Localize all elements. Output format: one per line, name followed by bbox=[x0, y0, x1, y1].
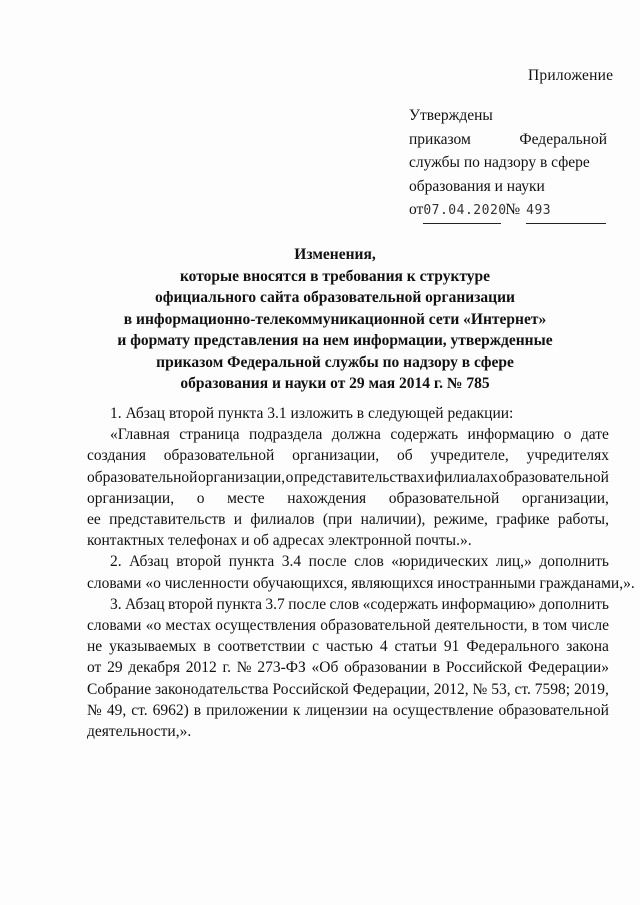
body-word: декабря bbox=[128, 659, 181, 677]
body-line bbox=[87, 679, 609, 700]
body-word: после bbox=[308, 553, 347, 571]
body-word: содержать bbox=[390, 426, 459, 444]
body-word: местах bbox=[165, 617, 211, 635]
approval-line-2-left: приказом bbox=[409, 130, 471, 148]
body-word: Российской bbox=[445, 659, 523, 677]
body-line: контактных телефонах и об адресах электронной почты.». bbox=[87, 532, 472, 550]
body-word: слов bbox=[354, 553, 384, 571]
approval-line-2-right: Федеральной bbox=[519, 130, 607, 148]
body-word: образовательной bbox=[87, 468, 198, 486]
body-word: должна bbox=[331, 426, 381, 444]
body-word: образовательной bbox=[498, 701, 609, 719]
body-line: словами «о численности обучающихся, являющихся иностранными гражданами,». bbox=[87, 574, 635, 592]
order-date: 07.04.2020 bbox=[423, 199, 501, 224]
body-word: том bbox=[543, 617, 568, 635]
body-line bbox=[87, 467, 609, 488]
body-word: 29 bbox=[107, 659, 123, 677]
body-word: «содержать bbox=[362, 595, 439, 613]
document-body bbox=[87, 403, 635, 742]
body-word: филиалах bbox=[434, 468, 498, 486]
body-word: о bbox=[196, 489, 205, 507]
body-line bbox=[87, 488, 609, 509]
body-word: организации, bbox=[87, 489, 175, 507]
body-word: в bbox=[203, 638, 211, 656]
body-word: с bbox=[312, 638, 319, 656]
body-line bbox=[87, 700, 609, 721]
approval-line-1: Утверждены bbox=[409, 107, 493, 124]
body-word: о bbox=[563, 426, 572, 444]
body-word: организации, bbox=[521, 489, 609, 507]
body-word: 6962) bbox=[152, 701, 189, 719]
body-word: месте bbox=[227, 489, 265, 507]
body-line bbox=[87, 509, 609, 530]
body-word: работы, bbox=[557, 511, 609, 529]
body-word: от bbox=[87, 659, 102, 677]
body-word: осуществления bbox=[215, 617, 317, 635]
body-word: на bbox=[372, 701, 388, 719]
body-word: после bbox=[288, 595, 327, 613]
body-word: лиц,» bbox=[495, 553, 532, 571]
body-word: Федерального bbox=[466, 638, 560, 656]
body-word: пункта bbox=[228, 553, 275, 571]
body-word: второй bbox=[176, 553, 222, 571]
body-word: № bbox=[236, 659, 252, 677]
body-word: 2019, bbox=[574, 680, 609, 698]
body-word: второй bbox=[168, 595, 214, 613]
body-word: страница bbox=[179, 426, 240, 444]
approval-line-3: службы по надзору в сфере bbox=[409, 154, 590, 171]
body-word: дополнить bbox=[539, 595, 609, 613]
heading-line: официального сайта образовательной организации bbox=[155, 289, 515, 306]
body-word: информацию bbox=[467, 426, 555, 444]
body-word: к bbox=[292, 701, 301, 719]
body-word: дате bbox=[580, 426, 609, 444]
order-reference bbox=[409, 198, 607, 224]
body-word: 7598; bbox=[534, 680, 571, 698]
heading-line: которые вносятся в требования к структуре bbox=[179, 267, 491, 285]
body-line bbox=[87, 657, 609, 678]
body-word: № bbox=[472, 680, 488, 698]
body-word: учредителях bbox=[526, 447, 609, 465]
body-word: наличии), bbox=[360, 511, 426, 529]
body-word: ее bbox=[87, 511, 101, 529]
body-word: организации, bbox=[198, 468, 286, 486]
order-number: 493 bbox=[526, 199, 606, 224]
body-word: образовании bbox=[344, 659, 428, 677]
body-word: 49, bbox=[106, 701, 127, 719]
body-word: дополнить bbox=[539, 553, 609, 571]
body-word: Собрание bbox=[87, 680, 152, 698]
body-word: 2012, bbox=[433, 680, 469, 698]
body-word: Федерации» bbox=[528, 659, 609, 677]
body-word: «Главная bbox=[110, 426, 170, 444]
order-prefix: от bbox=[409, 201, 424, 218]
body-word: подраздела bbox=[248, 426, 323, 444]
body-line: деятельности,». bbox=[87, 723, 192, 741]
body-word: образовательной bbox=[320, 617, 431, 635]
body-word: статьи bbox=[394, 638, 437, 656]
body-word: Абзац bbox=[129, 553, 169, 571]
body-line bbox=[87, 615, 609, 636]
body-word: и bbox=[233, 511, 243, 529]
body-word: Российской bbox=[272, 680, 349, 698]
body-word: осуществление bbox=[392, 701, 494, 719]
body-word: 3.7 bbox=[265, 595, 285, 613]
body-word: «Об bbox=[311, 659, 339, 677]
appendix-label: Приложение bbox=[528, 67, 614, 84]
body-word: (при bbox=[322, 511, 353, 529]
body-word: учредителе, bbox=[430, 447, 509, 465]
body-word: 4 bbox=[379, 638, 388, 656]
order-number-sign: № bbox=[505, 201, 521, 218]
body-line bbox=[87, 445, 609, 466]
body-word: не bbox=[87, 638, 103, 656]
body-word: и bbox=[425, 468, 434, 486]
approval-line-4: образования и науки bbox=[409, 177, 545, 195]
body-word: информацию» bbox=[441, 595, 536, 613]
heading-line: и формату представления на нем информации, утвержденные bbox=[117, 332, 553, 349]
body-word: 273-ФЗ bbox=[257, 659, 306, 677]
body-word: деятельности, bbox=[434, 617, 528, 635]
body-word: пункта bbox=[216, 595, 262, 613]
body-word: 91 bbox=[443, 638, 460, 656]
body-word: в bbox=[531, 617, 540, 635]
body-word: словами bbox=[87, 617, 142, 635]
body-word: в bbox=[193, 701, 202, 719]
body-word: графике bbox=[496, 511, 550, 529]
body-word: образовательной bbox=[498, 468, 609, 486]
body-word: 2. bbox=[110, 553, 122, 571]
body-word: 3.4 bbox=[281, 553, 302, 571]
body-word: указываемых bbox=[109, 638, 197, 656]
body-word: об bbox=[396, 447, 413, 465]
body-word: приложении bbox=[206, 701, 288, 719]
body-line: 1. Абзац второй пункта 3.1 изложить в следующей редакции: bbox=[110, 405, 514, 422]
body-word: законодательства bbox=[154, 680, 269, 698]
body-word: лицензии bbox=[305, 701, 368, 719]
heading-line: образования и науки от 29 мая 2014 г. № 785 bbox=[180, 375, 490, 392]
body-word: частью bbox=[325, 638, 373, 656]
body-word: закона bbox=[566, 638, 609, 656]
body-line bbox=[87, 636, 609, 657]
body-word: о bbox=[285, 468, 294, 486]
body-word: «о bbox=[145, 617, 162, 635]
approval-block bbox=[409, 104, 607, 224]
body-line bbox=[87, 594, 609, 615]
body-word: ст. bbox=[131, 701, 148, 719]
body-word: организации, bbox=[292, 447, 380, 465]
body-word: № bbox=[87, 701, 102, 719]
approval-line-2 bbox=[409, 128, 607, 152]
heading-line: приказом Федеральной службы по надзору в сфере bbox=[156, 353, 514, 371]
heading-line: Изменения, bbox=[294, 246, 376, 263]
body-line bbox=[87, 424, 609, 445]
body-word: Абзац bbox=[125, 595, 165, 613]
body-word: представительств bbox=[109, 511, 226, 529]
body-word: 2012 bbox=[185, 659, 217, 677]
body-word: ст. bbox=[514, 680, 531, 698]
body-word: нахождения bbox=[287, 489, 367, 507]
document-heading bbox=[100, 244, 570, 395]
body-line bbox=[87, 551, 609, 572]
body-word: 53, bbox=[491, 680, 511, 698]
body-word: образовательной bbox=[163, 447, 275, 465]
body-word: филиалов bbox=[250, 511, 315, 529]
body-word: слов bbox=[329, 595, 360, 613]
body-word: соответствии bbox=[217, 638, 306, 656]
body-word: представительствах bbox=[293, 468, 425, 486]
body-word: 3. bbox=[110, 595, 122, 613]
heading-line: в информационно-телекоммуникационной сети «Интернет» bbox=[123, 310, 547, 328]
body-word: числе bbox=[571, 617, 609, 635]
body-word: образовательной bbox=[388, 489, 500, 507]
body-word: в bbox=[432, 659, 441, 677]
body-word: г. bbox=[222, 659, 232, 677]
body-word: «юридических bbox=[391, 553, 489, 571]
body-word: создания bbox=[87, 447, 146, 465]
body-word: Федерации, bbox=[352, 680, 430, 698]
body-word: режиме, bbox=[433, 511, 488, 529]
